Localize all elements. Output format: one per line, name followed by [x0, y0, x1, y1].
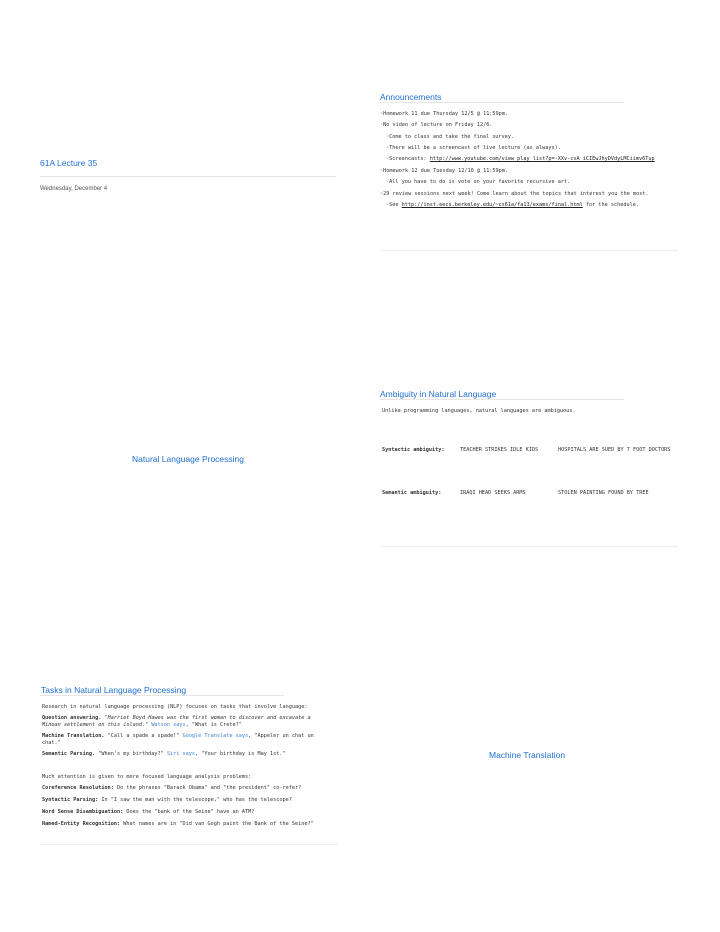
- semantic-example-2: STOLEN PAINTING FOUND BY TREE: [558, 490, 649, 496]
- title-rule: [380, 399, 624, 400]
- screencast-link[interactable]: http://www.youtube.com/view_play_list?p=-XXv-cvA_iCIEwJhyDVdyLMCiimv6Tup: [429, 156, 655, 162]
- task-question-answering: Question answering. "Harriet Boyd Hawes was the first woman to discover and excavate a Minoan settlement on this island." Watson says, "What is Crete?": [42, 715, 311, 728]
- slide-bottom-rule: [380, 250, 678, 251]
- lecture-title: 61A Lecture 35: [40, 158, 98, 168]
- title-rule: [40, 695, 284, 696]
- announcement-subitem: ◦Come to class and take the final survey.: [386, 134, 515, 140]
- ambiguity-intro: Unlike programming languages, natural languages are ambiguous.: [382, 408, 576, 414]
- syntactic-label: Syntactic ambiguity:: [382, 447, 445, 453]
- syntactic-example-2: HOSPITALS ARE SUED BY 7 FOOT DOCTORS: [558, 447, 671, 453]
- problem-item: Named-Entity Recognition: What names are in "Did van Gogh paint the Bank of the Seine?": [42, 821, 314, 827]
- final-schedule-link[interactable]: http://inst.eecs.berkeley.edu/~cs61a/fa13/exams/final.html: [401, 202, 583, 208]
- task-semantic-parsing: Semantic Parsing. "When's my birthday?" Siri says, "Your birthday is May 1st.": [42, 751, 286, 757]
- announcement-item: ◦29 review sessions next week! Come learn about the topics that interest you the most.: [380, 191, 649, 197]
- lecture-date: Wednesday, December 4: [40, 186, 108, 192]
- slide-ambiguity: [380, 386, 680, 616]
- nlp-section-title: Natural Language Processing: [132, 454, 244, 464]
- announcement-subitem: ◦There will be a screencast of live lecture (as always).: [386, 145, 561, 151]
- announcements-title: Announcements: [380, 92, 442, 102]
- announcement-subitem: ◦See http://inst.eecs.berkeley.edu/~cs61a/fa13/exams/final.html for the schedule.: [386, 202, 639, 208]
- tasks-title: Tasks in Natural Language Processing: [41, 685, 187, 695]
- mt-section-title: Machine Translation: [489, 750, 566, 760]
- tasks-intro-2: Much attention is given to more focused language analysis problems:: [42, 774, 252, 780]
- slide-announcements: [380, 90, 680, 320]
- title-rule: [380, 102, 624, 103]
- announcement-item: ◦Homework 11 due Thursday 12/5 @ 11:59pm.: [380, 111, 509, 117]
- announcement-subitem: ◦Screencasts: http://www.youtube.com/view_play_list?p=-XXv-cvA_iCIEwJhyDVdyLMCiimv6Tup: [386, 156, 655, 162]
- announcement-item: ◦No video of lecture on Friday 12/6.: [380, 122, 493, 128]
- announcement-item: ◦Homework 12 due Tuesday 12/10 @ 11:59pm.: [380, 168, 509, 174]
- announcement-subitem: ◦All you have to do is vote on your favorite recursive art.: [386, 179, 571, 185]
- title-rule: [40, 176, 336, 177]
- tasks-intro: Research in natural language processing (NLP) focuses on tasks that involve language:: [42, 704, 308, 710]
- ambiguity-title: Ambiguity in Natural Language: [380, 389, 497, 399]
- semantic-example-1: IRAQI HEAD SEEKS ARMS: [460, 490, 526, 496]
- slide-lecture-title: [40, 140, 340, 370]
- syntactic-example-1: TEACHER STRIKES IDLE KIDS: [460, 447, 539, 453]
- problem-item: Coreference Resolution: Do the phrases "Barack Obama" and "the president" co-refer?: [42, 785, 302, 791]
- slide-bottom-rule: [380, 546, 678, 547]
- task-machine-translation: Machine Translation. "Call a spade a spade!" Google Translate says, "Appeler un chat un chat.": [42, 733, 314, 746]
- problem-item: Syntactic Parsing: In "I saw the man with the telescope," who has the telescope?: [42, 797, 292, 803]
- semantic-label: Semantic ambiguity:: [382, 490, 442, 496]
- slide-bottom-rule: [40, 844, 338, 845]
- slide-tasks: [40, 683, 340, 848]
- problem-item: Word Sense Disambiguation: Does the "bank of the Seine" have an ATM?: [42, 809, 255, 815]
